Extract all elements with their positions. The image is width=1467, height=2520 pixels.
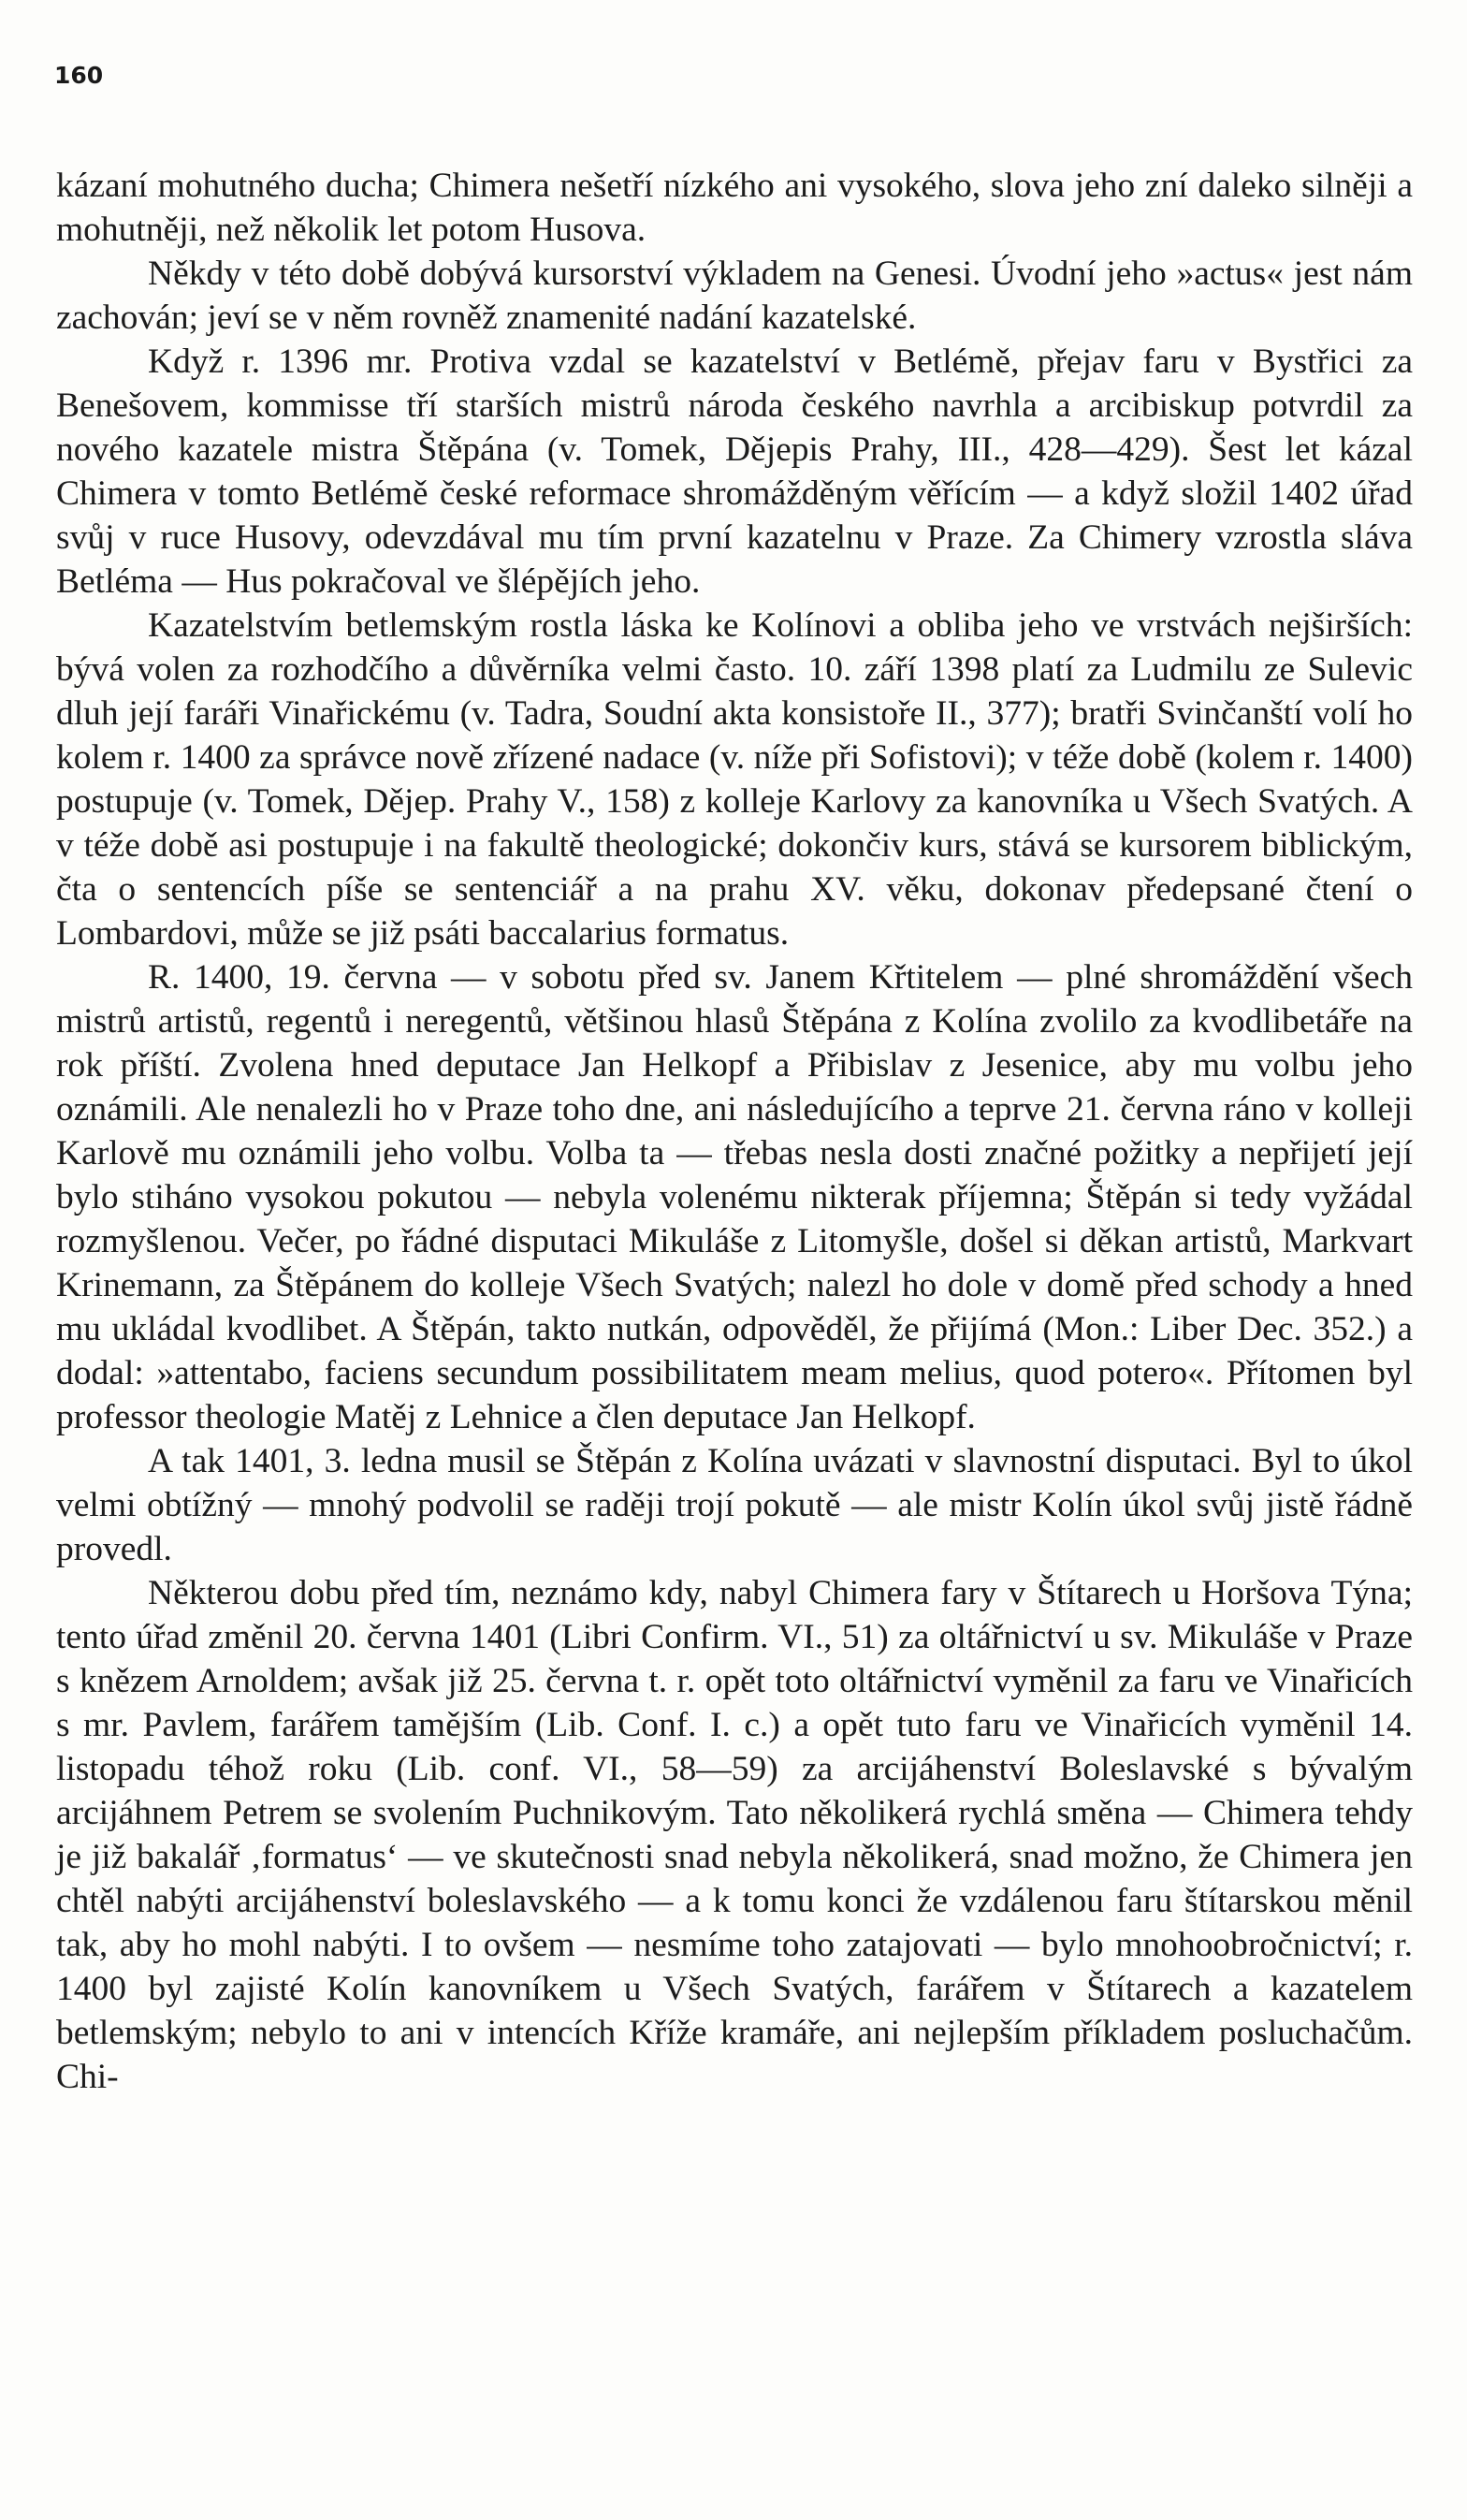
- paragraph-bethlehem-preacher: Když r. 1396 mr. Protiva vzdal se kazatelství v Betlémě, přejav faru v Bystřici za Benešovem, kommisse tří starších mistrů národa českého navrhla a arcibiskup potvrdil za nového kazatele mistra Štěpána (v. Tomek, Dějepis Prahy, III., 428—429). Šest let kázal Chimera v tomto Betlémě české reformace shromážděným věřícím — a když složil 1402 úřad svůj v ruce Husovy, odevzdával mu tím první kazatelnu v Praze. Za Chimery vzrostla sláva Betléma — Hus pokračoval ve šlépějích jeho.: [56, 342, 1413, 601]
- paragraph-benefices: Některou dobu před tím, neznámo kdy, nabyl Chimera fary v Štítarech u Horšova Týna; tento úřad změnil 20. června 1401 (Libri Confirm. VI., 51) za oltářnictví u sv. Mikuláše v Praze s knězem Arnoldem; avšak již 25. června t. r. opět toto oltářnictví vyměnil za faru ve Vinařicích s mr. Pavlem, farářem tamějším (Lib. Conf. I. c.) a opět tuto faru ve Vinařicích vyměnil 14. listopadu téhož roku (Lib. conf. VI., 58—59) za arcijáhenství Boleslavské s bývalým arcijáhnem Petrem se svolením Puchnikovým. Tato několikerá rychlá směna — Chimera tehdy je již bakalář ‚formatus‘ — ve skutečnosti snad nebyla několikerá, snad možno, že Chimera jen chtěl nabýti arcijáhenství boleslavského — a k tomu konci že vzdálenou faru štítarskou měnil tak, aby ho mohl nabýti. I to ovšem — nesmíme toho zatajovati — bylo mnohoobročnictví; r. 1400 byl zajisté Kolín kanovníkem u Všech Svatých, farářem v Štítarech a kazatelem betlemským; nebylo to ani v intencích Kříže kramáře, ani nejlepším příkladem posluchačům. Chi-: [56, 1574, 1413, 2096]
- body-text: [56, 164, 1413, 2099]
- paragraph-genesis-lecture: Někdy v této době dobývá kursorství výkladem na Genesi. Úvodní jeho »actus« jest nám zachován; jeví se v něm rovněž znamenité nadání kazatelské.: [56, 255, 1413, 337]
- paragraph-popularity: Kazatelstvím betlemským rostla láska ke Kolínovi a obliba jeho ve vrstvách nejširších: bývá volen za rozhodčího a důvěrníka velmi často. 10. září 1398 platí za Ludmilu ze Sulevic dluh její faráři Vinařickému (v. Tadra, Soudní akta konsistoře II., 377); bratři Svinčanští volí ho kolem r. 1400 za správce nově zřízené nadace (v. níže při Sofistovi); v téže době (kolem r. 1400) postupuje (v. Tomek, Dějep. Prahy V., 158) z kolleje Karlovy za kanovníka u Všech Svatých. A v téže době asi postupuje i na fakultě theologické; dokončiv kurs, stává se kursorem biblickým, čta o sentencích píše se sentenciář a na prahu XV. věku, dokonav předepsané čtení o Lombardovi, může se již psáti baccalarius formatus.: [56, 606, 1413, 953]
- paragraph-quodlibet-election: R. 1400, 19. června — v sobotu před sv. Janem Křtitelem — plné shromáždění všech mistrů artistů, regentů i neregentů, většinou hlasů Štěpána z Kolína zvolilo za kvodlibetáře na rok příští. Zvolena hned deputace Jan Helkopf a Přibislav z Jesenice, aby mu volbu jeho oznámili. Ale nenalezli ho v Praze toho dne, ani následujícího a teprve 21. června ráno v kolleji Karlově mu oznámili jeho volbu. Volba ta — třebas nesla dosti značné požitky a nepřijetí její bylo stiháno vysokou pokutou — nebyla volenému nikterak příjemna; Štěpán si tedy vyžádal rozmyšlenou. Večer, po řádné disputaci Mikuláše z Litomyšle, došel si děkan artistů, Markvart Krinemann, za Štěpánem do kolleje Všech Svatých; nalezl ho dole v domě před schody a hned mu ukládal kvodlibet. A Štěpán, takto nutkán, odpověděl, že přijímá (Mon.: Liber Dec. 352.) a dodal: »attentabo, faciens secundum possibilitatem meam melius, quod potero«. Přítomen byl professor theologie Matěj z Lehnice a člen deputace Jan Helkopf.: [56, 958, 1413, 1436]
- paragraph-disputation: A tak 1401, 3. ledna musil se Štěpán z Kolína uvázati v slavnostní disputaci. Byl to úkol velmi obtížný — mnohý podvolil se raději trojí pokutě — ale mistr Kolín úkol svůj jistě řádně provedl.: [56, 1442, 1413, 1568]
- paragraph-continuation: kázaní mohutného ducha; Chimera nešetří nízkého ani vysokého, slova jeho zní daleko silněji a mohutněji, než několik let potom Husova.: [56, 167, 1413, 249]
- page-number: 160: [54, 62, 104, 89]
